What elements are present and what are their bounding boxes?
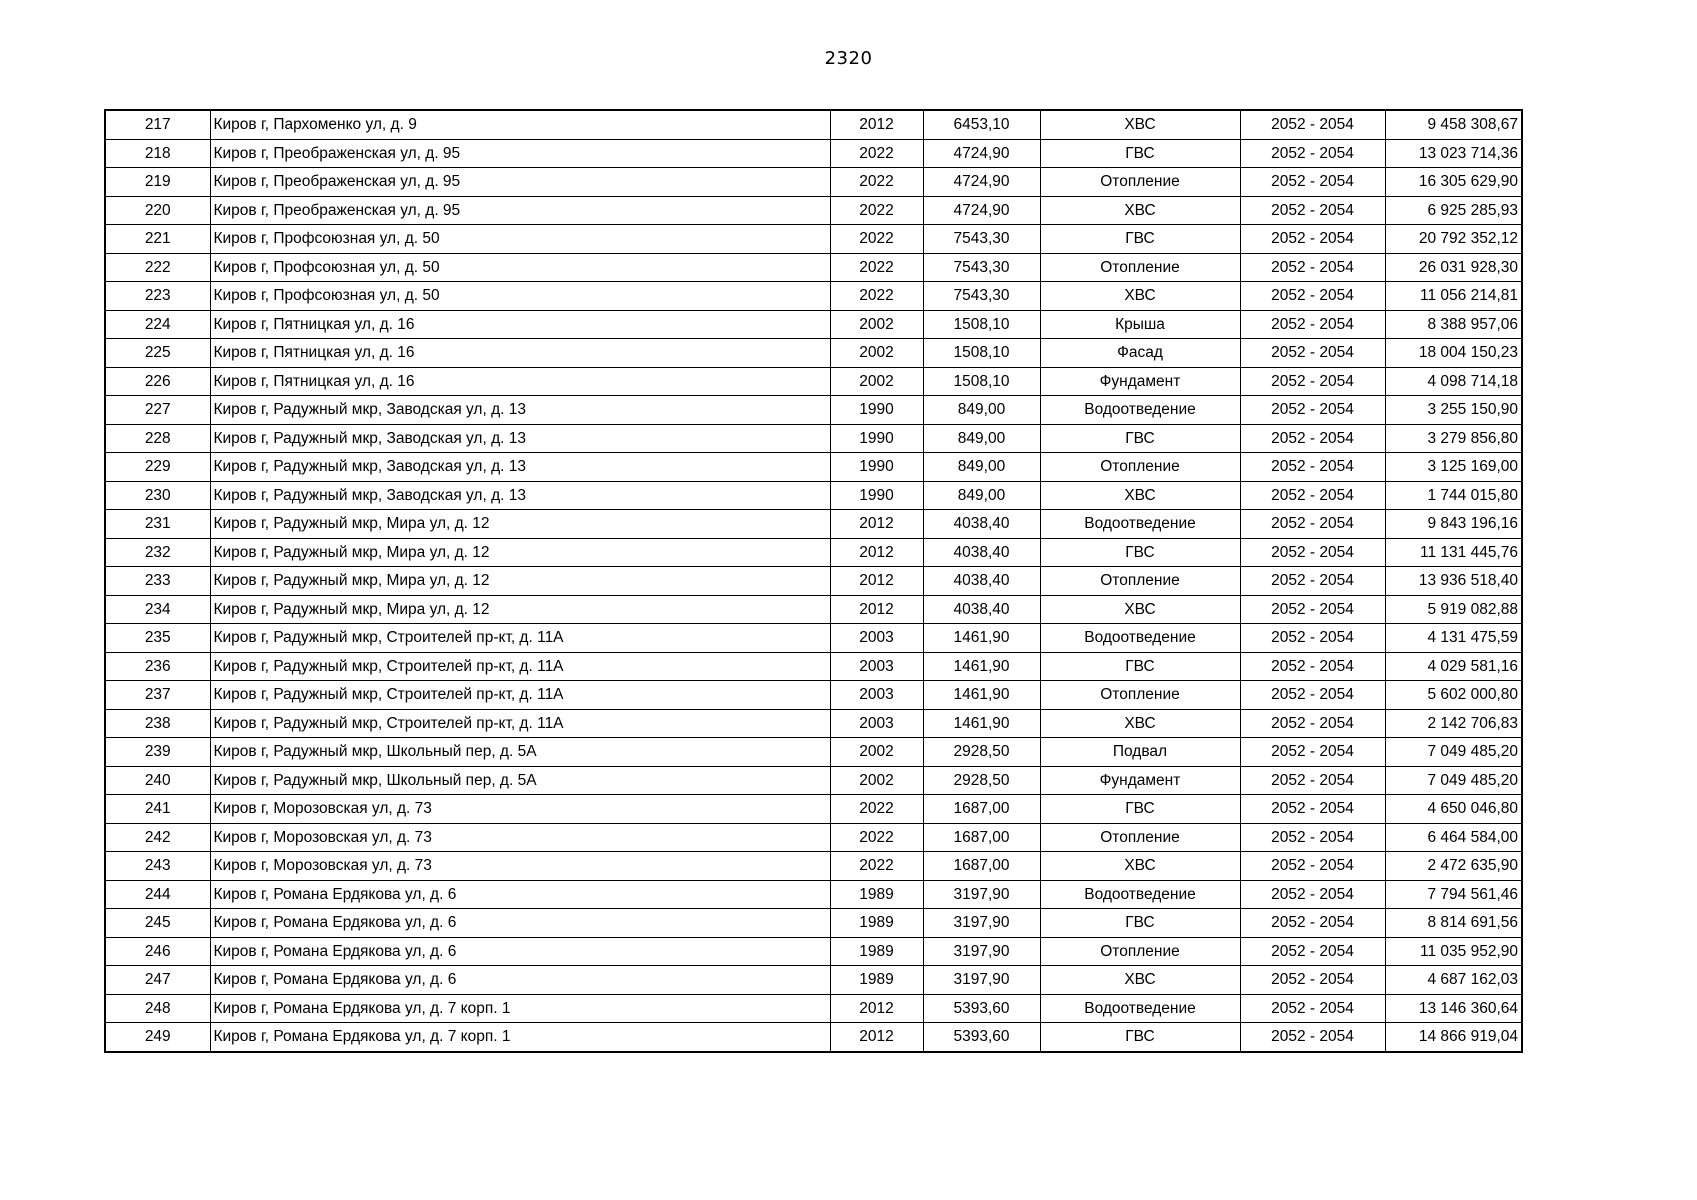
area-cell: 1461,90 (923, 624, 1040, 653)
table-row (105, 681, 1522, 710)
cost-cell: 3 279 856,80 (1385, 424, 1522, 453)
work-type-cell: ХВС (1040, 709, 1240, 738)
row-number-cell: 241 (105, 795, 210, 824)
period-cell: 2052 - 2054 (1240, 196, 1385, 225)
table-row (105, 709, 1522, 738)
period-cell: 2052 - 2054 (1240, 367, 1385, 396)
work-type-cell: Водоотведение (1040, 880, 1240, 909)
row-number-cell: 227 (105, 396, 210, 425)
table-row (105, 652, 1522, 681)
work-type-cell: ГВС (1040, 652, 1240, 681)
year-built-cell: 2002 (830, 339, 923, 368)
table-row (105, 880, 1522, 909)
row-number-cell: 221 (105, 225, 210, 254)
year-built-cell: 2002 (830, 766, 923, 795)
address-cell: Киров г, Романа Ердякова ул, д. 6 (210, 937, 830, 966)
period-cell: 2052 - 2054 (1240, 168, 1385, 197)
table-row (105, 453, 1522, 482)
table-row (105, 852, 1522, 881)
address-cell: Киров г, Радужный мкр, Строителей пр-кт, д. 11А (210, 624, 830, 653)
cost-cell: 2 142 706,83 (1385, 709, 1522, 738)
area-cell: 3197,90 (923, 966, 1040, 995)
cost-cell: 4 650 046,80 (1385, 795, 1522, 824)
address-cell: Киров г, Радужный мкр, Мира ул, д. 12 (210, 538, 830, 567)
address-cell: Киров г, Романа Ердякова ул, д. 6 (210, 909, 830, 938)
work-type-cell: Водоотведение (1040, 624, 1240, 653)
area-cell: 3197,90 (923, 909, 1040, 938)
cost-cell: 5 919 082,88 (1385, 595, 1522, 624)
table-row (105, 795, 1522, 824)
period-cell: 2052 - 2054 (1240, 282, 1385, 311)
table-row (105, 367, 1522, 396)
cost-cell: 2 472 635,90 (1385, 852, 1522, 881)
cost-cell: 13 936 518,40 (1385, 567, 1522, 596)
cost-cell: 1 744 015,80 (1385, 481, 1522, 510)
year-built-cell: 1990 (830, 424, 923, 453)
row-number-cell: 233 (105, 567, 210, 596)
address-cell: Киров г, Радужный мкр, Школьный пер, д. 5А (210, 738, 830, 767)
table-row (105, 225, 1522, 254)
area-cell: 7543,30 (923, 225, 1040, 254)
work-type-cell: Крыша (1040, 310, 1240, 339)
address-cell: Киров г, Профсоюзная ул, д. 50 (210, 225, 830, 254)
row-number-cell: 220 (105, 196, 210, 225)
period-cell: 2052 - 2054 (1240, 538, 1385, 567)
period-cell: 2052 - 2054 (1240, 310, 1385, 339)
cost-cell: 5 602 000,80 (1385, 681, 1522, 710)
work-type-cell: ХВС (1040, 110, 1240, 139)
cost-cell: 14 866 919,04 (1385, 1023, 1522, 1052)
area-cell: 4724,90 (923, 196, 1040, 225)
cost-cell: 8 388 957,06 (1385, 310, 1522, 339)
year-built-cell: 2022 (830, 139, 923, 168)
period-cell: 2052 - 2054 (1240, 909, 1385, 938)
table-row (105, 196, 1522, 225)
registry-table (104, 109, 1523, 1053)
work-type-cell: Водоотведение (1040, 510, 1240, 539)
cost-cell: 13 023 714,36 (1385, 139, 1522, 168)
year-built-cell: 2002 (830, 738, 923, 767)
year-built-cell: 2003 (830, 709, 923, 738)
address-cell: Киров г, Радужный мкр, Заводская ул, д. 13 (210, 396, 830, 425)
address-cell: Киров г, Пятницкая ул, д. 16 (210, 367, 830, 396)
table-row (105, 481, 1522, 510)
row-number-cell: 229 (105, 453, 210, 482)
area-cell: 1508,10 (923, 310, 1040, 339)
address-cell: Киров г, Радужный мкр, Строителей пр-кт, д. 11А (210, 681, 830, 710)
area-cell: 849,00 (923, 396, 1040, 425)
work-type-cell: Отопление (1040, 823, 1240, 852)
year-built-cell: 1989 (830, 966, 923, 995)
area-cell: 849,00 (923, 424, 1040, 453)
area-cell: 7543,30 (923, 253, 1040, 282)
cost-cell: 4 098 714,18 (1385, 367, 1522, 396)
row-number-cell: 231 (105, 510, 210, 539)
year-built-cell: 2003 (830, 624, 923, 653)
row-number-cell: 218 (105, 139, 210, 168)
address-cell: Киров г, Профсоюзная ул, д. 50 (210, 253, 830, 282)
work-type-cell: Отопление (1040, 567, 1240, 596)
period-cell: 2052 - 2054 (1240, 795, 1385, 824)
table-row (105, 766, 1522, 795)
period-cell: 2052 - 2054 (1240, 681, 1385, 710)
table-row (105, 738, 1522, 767)
work-type-cell: Водоотведение (1040, 396, 1240, 425)
work-type-cell: Отопление (1040, 681, 1240, 710)
work-type-cell: Отопление (1040, 453, 1240, 482)
cost-cell: 9 458 308,67 (1385, 110, 1522, 139)
period-cell: 2052 - 2054 (1240, 766, 1385, 795)
cost-cell: 7 049 485,20 (1385, 766, 1522, 795)
year-built-cell: 1989 (830, 937, 923, 966)
table-body (105, 110, 1522, 1052)
year-built-cell: 2022 (830, 282, 923, 311)
period-cell: 2052 - 2054 (1240, 424, 1385, 453)
address-cell: Киров г, Морозовская ул, д. 73 (210, 823, 830, 852)
table-row (105, 595, 1522, 624)
table-row (105, 253, 1522, 282)
work-type-cell: ГВС (1040, 538, 1240, 567)
cost-cell: 11 035 952,90 (1385, 937, 1522, 966)
period-cell: 2052 - 2054 (1240, 453, 1385, 482)
year-built-cell: 1990 (830, 481, 923, 510)
cost-cell: 6 464 584,00 (1385, 823, 1522, 852)
address-cell: Киров г, Радужный мкр, Мира ул, д. 12 (210, 595, 830, 624)
address-cell: Киров г, Пятницкая ул, д. 16 (210, 339, 830, 368)
row-number-cell: 247 (105, 966, 210, 995)
year-built-cell: 2012 (830, 510, 923, 539)
work-type-cell: Отопление (1040, 168, 1240, 197)
table-row (105, 1023, 1522, 1052)
area-cell: 1508,10 (923, 367, 1040, 396)
area-cell: 1461,90 (923, 652, 1040, 681)
address-cell: Киров г, Преображенская ул, д. 95 (210, 168, 830, 197)
cost-cell: 4 687 162,03 (1385, 966, 1522, 995)
year-built-cell: 1989 (830, 909, 923, 938)
area-cell: 1687,00 (923, 795, 1040, 824)
row-number-cell: 238 (105, 709, 210, 738)
area-cell: 7543,30 (923, 282, 1040, 311)
period-cell: 2052 - 2054 (1240, 396, 1385, 425)
address-cell: Киров г, Радужный мкр, Заводская ул, д. 13 (210, 453, 830, 482)
work-type-cell: Водоотведение (1040, 994, 1240, 1023)
row-number-cell: 232 (105, 538, 210, 567)
row-number-cell: 234 (105, 595, 210, 624)
year-built-cell: 2012 (830, 110, 923, 139)
period-cell: 2052 - 2054 (1240, 595, 1385, 624)
area-cell: 1461,90 (923, 709, 1040, 738)
year-built-cell: 1989 (830, 880, 923, 909)
row-number-cell: 236 (105, 652, 210, 681)
period-cell: 2052 - 2054 (1240, 110, 1385, 139)
row-number-cell: 226 (105, 367, 210, 396)
row-number-cell: 222 (105, 253, 210, 282)
row-number-cell: 217 (105, 110, 210, 139)
row-number-cell: 245 (105, 909, 210, 938)
cost-cell: 26 031 928,30 (1385, 253, 1522, 282)
area-cell: 4038,40 (923, 595, 1040, 624)
period-cell: 2052 - 2054 (1240, 1023, 1385, 1052)
address-cell: Киров г, Морозовская ул, д. 73 (210, 852, 830, 881)
work-type-cell: ГВС (1040, 795, 1240, 824)
area-cell: 6453,10 (923, 110, 1040, 139)
row-number-cell: 235 (105, 624, 210, 653)
year-built-cell: 2022 (830, 196, 923, 225)
work-type-cell: Отопление (1040, 937, 1240, 966)
cost-cell: 7 049 485,20 (1385, 738, 1522, 767)
cost-cell: 3 255 150,90 (1385, 396, 1522, 425)
area-cell: 849,00 (923, 453, 1040, 482)
row-number-cell: 248 (105, 994, 210, 1023)
cost-cell: 4 029 581,16 (1385, 652, 1522, 681)
area-cell: 1687,00 (923, 852, 1040, 881)
year-built-cell: 2022 (830, 823, 923, 852)
address-cell: Киров г, Радужный мкр, Заводская ул, д. 13 (210, 481, 830, 510)
table-row (105, 339, 1522, 368)
work-type-cell: ХВС (1040, 595, 1240, 624)
work-type-cell: ГВС (1040, 225, 1240, 254)
page-number: 2320 (824, 48, 873, 69)
row-number-cell: 230 (105, 481, 210, 510)
table-row (105, 110, 1522, 139)
period-cell: 2052 - 2054 (1240, 880, 1385, 909)
year-built-cell: 2012 (830, 538, 923, 567)
year-built-cell: 2012 (830, 595, 923, 624)
table-row (105, 510, 1522, 539)
work-type-cell: ГВС (1040, 139, 1240, 168)
address-cell: Киров г, Радужный мкр, Мира ул, д. 12 (210, 510, 830, 539)
period-cell: 2052 - 2054 (1240, 339, 1385, 368)
row-number-cell: 240 (105, 766, 210, 795)
table-row (105, 396, 1522, 425)
work-type-cell: Отопление (1040, 253, 1240, 282)
address-cell: Киров г, Радужный мкр, Строителей пр-кт, д. 11А (210, 709, 830, 738)
address-cell: Киров г, Романа Ердякова ул, д. 7 корп. 1 (210, 1023, 830, 1052)
address-cell: Киров г, Романа Ердякова ул, д. 7 корп. 1 (210, 994, 830, 1023)
row-number-cell: 228 (105, 424, 210, 453)
table-row (105, 168, 1522, 197)
area-cell: 4038,40 (923, 567, 1040, 596)
area-cell: 4038,40 (923, 510, 1040, 539)
address-cell: Киров г, Романа Ердякова ул, д. 6 (210, 880, 830, 909)
year-built-cell: 1990 (830, 453, 923, 482)
period-cell: 2052 - 2054 (1240, 481, 1385, 510)
period-cell: 2052 - 2054 (1240, 709, 1385, 738)
cost-cell: 7 794 561,46 (1385, 880, 1522, 909)
year-built-cell: 2012 (830, 567, 923, 596)
year-built-cell: 2002 (830, 367, 923, 396)
year-built-cell: 2022 (830, 795, 923, 824)
cost-cell: 11 056 214,81 (1385, 282, 1522, 311)
cost-cell: 16 305 629,90 (1385, 168, 1522, 197)
year-built-cell: 2003 (830, 652, 923, 681)
address-cell: Киров г, Профсоюзная ул, д. 50 (210, 282, 830, 311)
address-cell: Киров г, Радужный мкр, Мира ул, д. 12 (210, 567, 830, 596)
year-built-cell: 2003 (830, 681, 923, 710)
work-type-cell: Фасад (1040, 339, 1240, 368)
area-cell: 3197,90 (923, 937, 1040, 966)
period-cell: 2052 - 2054 (1240, 225, 1385, 254)
address-cell: Киров г, Радужный мкр, Заводская ул, д. 13 (210, 424, 830, 453)
row-number-cell: 224 (105, 310, 210, 339)
work-type-cell: ГВС (1040, 909, 1240, 938)
work-type-cell: ГВС (1040, 424, 1240, 453)
area-cell: 1508,10 (923, 339, 1040, 368)
work-type-cell: ХВС (1040, 966, 1240, 995)
address-cell: Киров г, Преображенская ул, д. 95 (210, 196, 830, 225)
area-cell: 4724,90 (923, 139, 1040, 168)
area-cell: 3197,90 (923, 880, 1040, 909)
year-built-cell: 2022 (830, 225, 923, 254)
year-built-cell: 1990 (830, 396, 923, 425)
table-row (105, 538, 1522, 567)
table-row (105, 310, 1522, 339)
area-cell: 1687,00 (923, 823, 1040, 852)
table-row (105, 823, 1522, 852)
year-built-cell: 2022 (830, 253, 923, 282)
period-cell: 2052 - 2054 (1240, 994, 1385, 1023)
area-cell: 4724,90 (923, 168, 1040, 197)
area-cell: 849,00 (923, 481, 1040, 510)
work-type-cell: ГВС (1040, 1023, 1240, 1052)
cost-cell: 11 131 445,76 (1385, 538, 1522, 567)
row-number-cell: 243 (105, 852, 210, 881)
work-type-cell: Подвал (1040, 738, 1240, 767)
table-row (105, 567, 1522, 596)
address-cell: Киров г, Пятницкая ул, д. 16 (210, 310, 830, 339)
row-number-cell: 219 (105, 168, 210, 197)
cost-cell: 13 146 360,64 (1385, 994, 1522, 1023)
table-row (105, 994, 1522, 1023)
area-cell: 2928,50 (923, 738, 1040, 767)
table-row (105, 282, 1522, 311)
period-cell: 2052 - 2054 (1240, 510, 1385, 539)
period-cell: 2052 - 2054 (1240, 624, 1385, 653)
row-number-cell: 244 (105, 880, 210, 909)
work-type-cell: Фундамент (1040, 766, 1240, 795)
work-type-cell: ХВС (1040, 852, 1240, 881)
year-built-cell: 2012 (830, 994, 923, 1023)
year-built-cell: 2012 (830, 1023, 923, 1052)
table-row (105, 937, 1522, 966)
period-cell: 2052 - 2054 (1240, 139, 1385, 168)
period-cell: 2052 - 2054 (1240, 652, 1385, 681)
year-built-cell: 2022 (830, 852, 923, 881)
period-cell: 2052 - 2054 (1240, 253, 1385, 282)
table-row (105, 966, 1522, 995)
table-row (105, 624, 1522, 653)
work-type-cell: ХВС (1040, 481, 1240, 510)
address-cell: Киров г, Пархоменко ул, д. 9 (210, 110, 830, 139)
area-cell: 5393,60 (923, 994, 1040, 1023)
area-cell: 5393,60 (923, 1023, 1040, 1052)
year-built-cell: 2022 (830, 168, 923, 197)
row-number-cell: 239 (105, 738, 210, 767)
row-number-cell: 246 (105, 937, 210, 966)
row-number-cell: 242 (105, 823, 210, 852)
table-row (105, 139, 1522, 168)
work-type-cell: ХВС (1040, 196, 1240, 225)
address-cell: Киров г, Романа Ердякова ул, д. 6 (210, 966, 830, 995)
row-number-cell: 223 (105, 282, 210, 311)
area-cell: 2928,50 (923, 766, 1040, 795)
address-cell: Киров г, Радужный мкр, Строителей пр-кт, д. 11А (210, 652, 830, 681)
period-cell: 2052 - 2054 (1240, 852, 1385, 881)
cost-cell: 4 131 475,59 (1385, 624, 1522, 653)
cost-cell: 6 925 285,93 (1385, 196, 1522, 225)
period-cell: 2052 - 2054 (1240, 823, 1385, 852)
cost-cell: 20 792 352,12 (1385, 225, 1522, 254)
row-number-cell: 225 (105, 339, 210, 368)
work-type-cell: ХВС (1040, 282, 1240, 311)
address-cell: Киров г, Морозовская ул, д. 73 (210, 795, 830, 824)
address-cell: Киров г, Преображенская ул, д. 95 (210, 139, 830, 168)
cost-cell: 8 814 691,56 (1385, 909, 1522, 938)
table-row (105, 909, 1522, 938)
cost-cell: 3 125 169,00 (1385, 453, 1522, 482)
table-row (105, 424, 1522, 453)
area-cell: 4038,40 (923, 538, 1040, 567)
work-type-cell: Фундамент (1040, 367, 1240, 396)
period-cell: 2052 - 2054 (1240, 966, 1385, 995)
row-number-cell: 237 (105, 681, 210, 710)
area-cell: 1461,90 (923, 681, 1040, 710)
address-cell: Киров г, Радужный мкр, Школьный пер, д. 5А (210, 766, 830, 795)
cost-cell: 9 843 196,16 (1385, 510, 1522, 539)
cost-cell: 18 004 150,23 (1385, 339, 1522, 368)
year-built-cell: 2002 (830, 310, 923, 339)
row-number-cell: 249 (105, 1023, 210, 1052)
period-cell: 2052 - 2054 (1240, 567, 1385, 596)
period-cell: 2052 - 2054 (1240, 937, 1385, 966)
period-cell: 2052 - 2054 (1240, 738, 1385, 767)
